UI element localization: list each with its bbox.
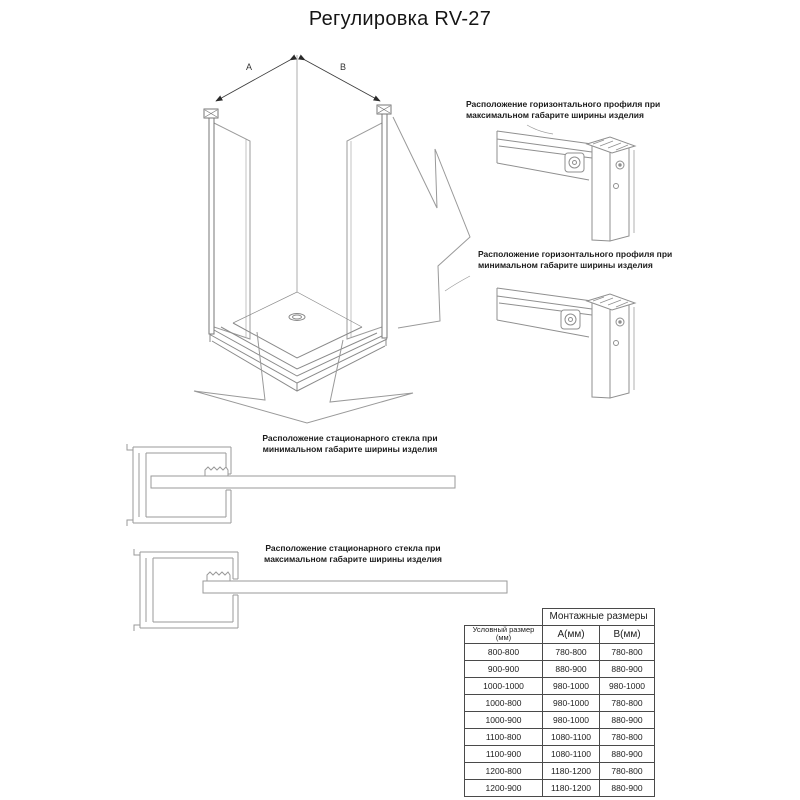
table-cell: 880-900 [600, 711, 655, 728]
col-header-a: А(мм) [543, 625, 600, 643]
glass-pane-right [347, 123, 382, 339]
table-cell: 980-1000 [600, 677, 655, 694]
dimension-label-b: В [340, 62, 347, 72]
horizontal-rail [497, 288, 592, 337]
callout-horizontal-profile-min: Расположение горизонтального профиля при минимальном габарите ширины изделия [478, 249, 673, 270]
dimension-arrow-a [216, 60, 290, 101]
mounting-sizes-table [464, 608, 655, 797]
gasket [205, 467, 228, 476]
corner-post-left [204, 109, 218, 334]
table-row [465, 677, 655, 694]
table-cell: 800-800 [465, 643, 543, 660]
table-row [465, 745, 655, 762]
gasket [207, 572, 230, 581]
big-arrow-down-icon [194, 332, 413, 423]
table-cell: 1000-1000 [465, 677, 543, 694]
glass-panel [203, 581, 507, 593]
table-cell: 980-1000 [543, 677, 600, 694]
vertical-post [587, 137, 635, 241]
table-cell: 1100-900 [465, 745, 543, 762]
empty-cell [465, 609, 543, 626]
col-header-size: Условный размер (мм) [465, 625, 543, 643]
page-title: Регулировка RV-27 [308, 8, 492, 30]
adjuster-screw-icon [565, 153, 584, 172]
drain-icon [289, 314, 305, 321]
table-cell: 980-1000 [543, 711, 600, 728]
detail-view-horizontal-profile-min [445, 276, 635, 398]
size-table-body [465, 643, 655, 796]
adjuster-screw-icon [561, 310, 580, 329]
group-header: Монтажные размеры [543, 609, 655, 626]
table-row [465, 762, 655, 779]
table-cell: 1200-900 [465, 779, 543, 796]
callout-stationary-glass-min: Расположение стационарного стекла при минимальном габарите ширины изделия [262, 433, 438, 454]
table-cell: 880-900 [600, 779, 655, 796]
table-cell: 880-900 [600, 745, 655, 762]
table-cell: 780-800 [543, 643, 600, 660]
table-cell: 780-800 [600, 728, 655, 745]
table-row [465, 711, 655, 728]
table-cell: 880-900 [600, 660, 655, 677]
callout-leader-line [445, 276, 470, 291]
table-row [465, 728, 655, 745]
dimension-label-a: А [246, 62, 253, 72]
table-cell: 1100-800 [465, 728, 543, 745]
table-cell: 780-800 [600, 643, 655, 660]
table-cell: 1000-800 [465, 694, 543, 711]
col-header-b: В(мм) [600, 625, 655, 643]
table-row [465, 660, 655, 677]
table-cell: 780-800 [600, 694, 655, 711]
table-cell: 900-900 [465, 660, 543, 677]
table-header-row [465, 625, 655, 643]
table-cell: 1080-1100 [543, 728, 600, 745]
table-cell: 1080-1100 [543, 745, 600, 762]
glass-panel [151, 476, 455, 488]
big-arrow-right-icon [393, 117, 470, 328]
table-cell: 1000-900 [465, 711, 543, 728]
table-row [465, 694, 655, 711]
shower-isometric-drawing [194, 55, 470, 423]
horizontal-rail [497, 131, 592, 180]
table-row [465, 779, 655, 796]
table-row [465, 643, 655, 660]
glass-pane-left [214, 123, 250, 339]
shower-tray [209, 292, 387, 391]
table-group-header-row [465, 609, 655, 626]
callout-stationary-glass-max: Расположение стационарного стекла при максимальном габарите ширины изделия [264, 543, 442, 564]
corner-post-right [377, 105, 391, 338]
table-cell: 980-1000 [543, 694, 600, 711]
detail-view-horizontal-profile-max [497, 125, 635, 241]
callout-leader-line [527, 125, 553, 134]
table-cell: 880-900 [543, 660, 600, 677]
vertical-post [587, 294, 635, 398]
table-cell: 1200-800 [465, 762, 543, 779]
table-cell: 780-800 [600, 762, 655, 779]
glass-profile-section-min [127, 444, 455, 526]
table-cell: 1180-1200 [543, 779, 600, 796]
callout-horizontal-profile-max: Расположение горизонтального профиля при максимальном габарите ширины изделия [466, 99, 661, 120]
table-cell: 1180-1200 [543, 762, 600, 779]
